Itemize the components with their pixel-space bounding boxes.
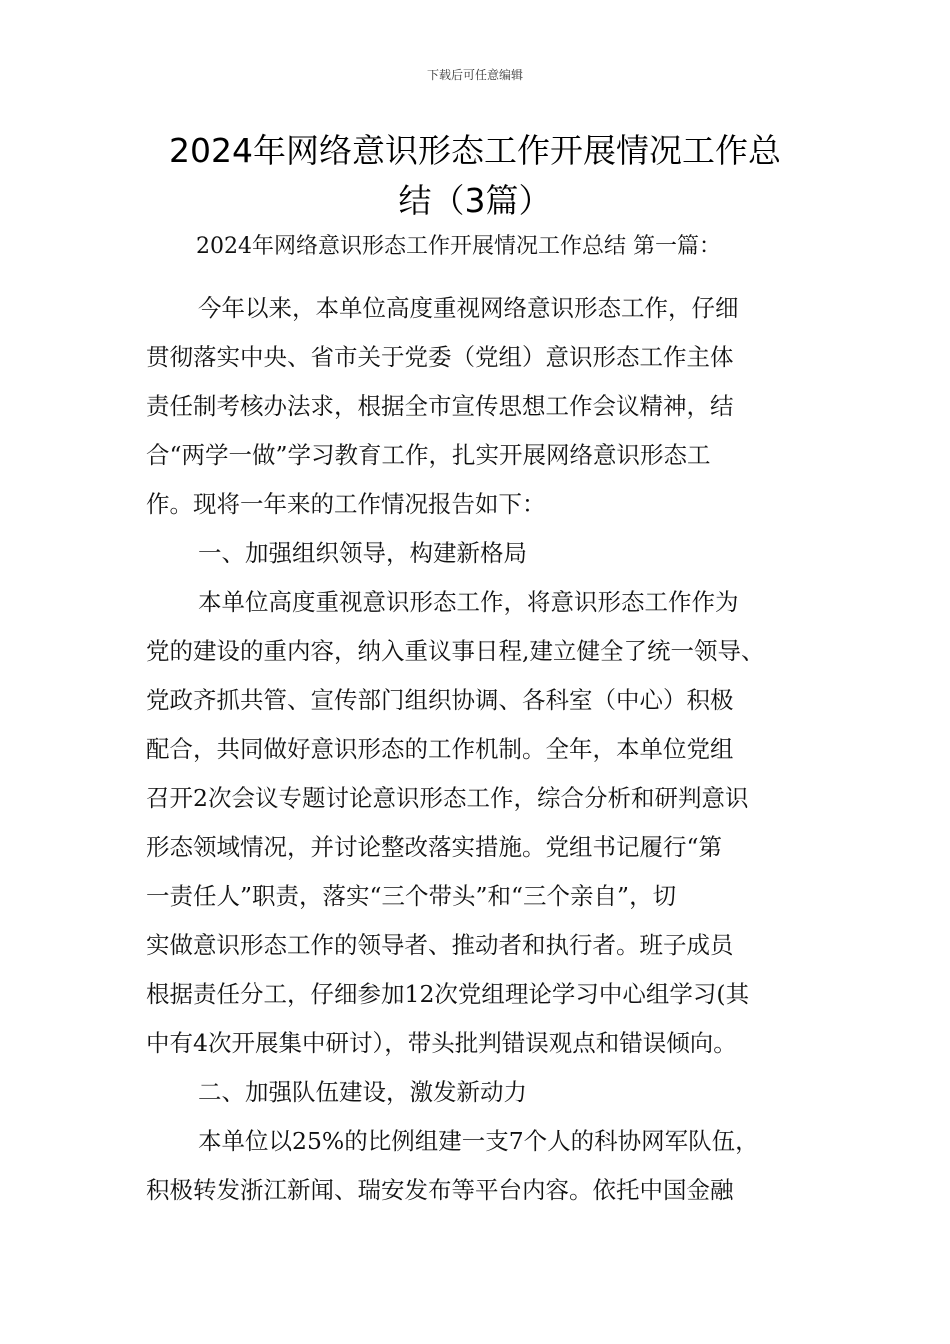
section-subtitle: 2024年网络意识形态工作开展情况工作总结 第一篇： [196,234,721,259]
paragraph-line: 贯彻落实中央、省市关于党委（党组）意识形态工作主体 [146,343,734,371]
paragraph-line: 责任制考核办法求，根据全市宣传思想工作会议精神，结 [146,392,734,420]
paragraph-line: 本单位高度重视意识形态工作，将意识形态工作作为 [198,588,739,616]
document-title [140,126,810,226]
paragraph-line: 党政齐抓共管、宣传部门组织协调、各科室（中心）积极 [146,686,734,714]
title-line-1: 2024年网络意识形态工作开展情况工作总 [169,131,781,170]
title-line-2: 结（3篇） [398,181,552,220]
paragraph-line: 积极转发浙江新闻、瑞安发布等平台内容。依托中国金融 [146,1176,734,1204]
paragraph-line: 党的建设的重内容，纳入重议事日程,建立健全了统一领导、 [146,637,765,665]
paragraph-line: 配合，共同做好意识形态的工作机制。全年，本单位党组 [146,735,734,763]
paragraph-line: 今年以来，本单位高度重视网络意识形态工作，仔细 [198,294,739,322]
section-heading: 二、加强队伍建设，激发新动力 [198,1078,527,1106]
paragraph-line: 作。现将一年来的工作情况报告如下： [146,490,546,518]
paragraph-line: 中有4次开展集中研讨），带头批判错误观点和错误倾向。 [146,1029,737,1057]
paragraph-line: 合“两学一做”学习教育工作，扎实开展网络意识形态工 [146,441,711,469]
paragraph-line: 形态领域情况，并讨论整改落实措施。党组书记履行“第 [146,833,723,861]
header-note: 下载后可任意编辑 [426,68,523,82]
paragraph-line: 本单位以25%的比例组建一支7个人的科协网军队伍， [198,1127,759,1155]
section-heading: 一、加强组织领导，构建新格局 [198,539,527,567]
paragraph-line: 根据责任分工，仔细参加12次党组理论学习中心组学习(其 [146,980,750,1008]
paragraph-line: 召开2次会议专题讨论意识形态工作，综合分析和研判意识 [146,784,749,812]
paragraph-line: 一责任人”职责，落实“三个带头”和“三个亲自”，切 [146,882,677,910]
paragraph-line: 实做意识形态工作的领导者、推动者和执行者。班子成员 [146,931,734,959]
body-text [146,284,806,1215]
